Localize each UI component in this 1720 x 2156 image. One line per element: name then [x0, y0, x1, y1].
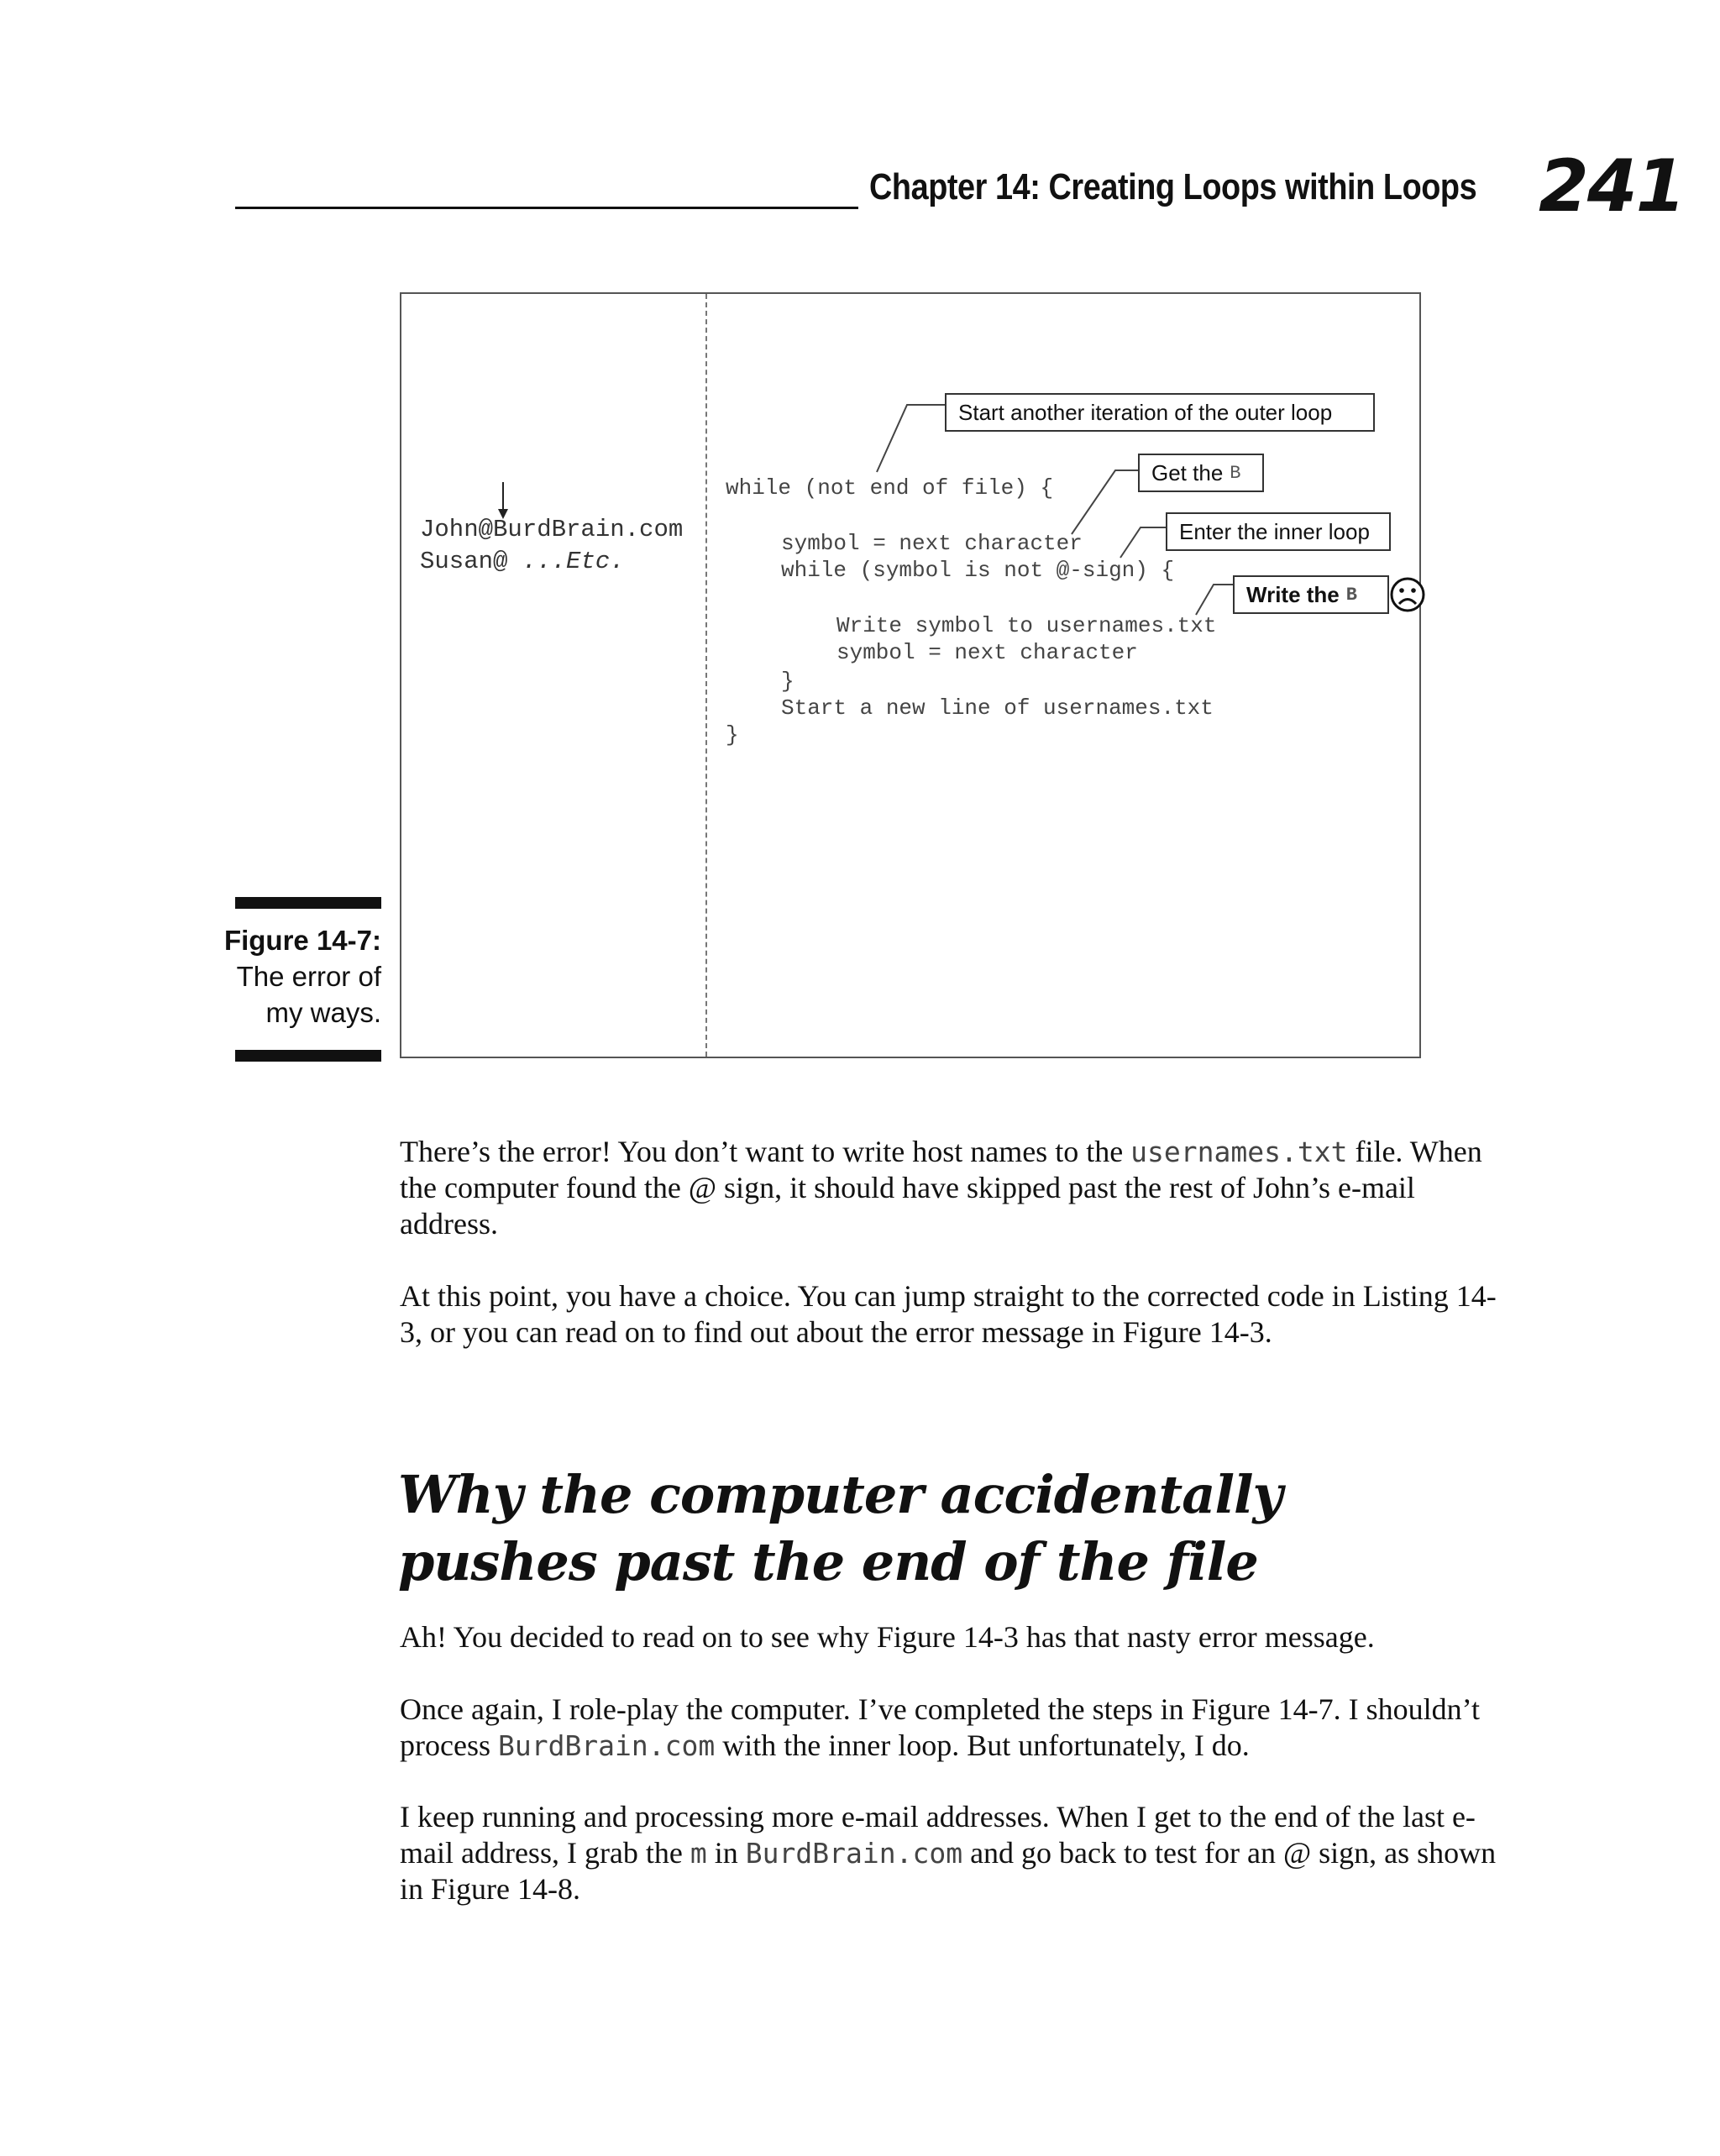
file-data-line [420, 548, 625, 575]
paragraph-text: I keep running and processing more e-mail addresses. When I get to the end of the last e-mail address, I grab the [400, 1800, 1476, 1870]
page-number: 241 [1539, 144, 1685, 228]
paragraph-text: file. When the computer found the @ sign, it should have skipped past the rest of John’s e-mail address. [400, 1135, 1482, 1241]
header-rule [235, 207, 858, 209]
code-line: while (symbol is not @-sign) { [781, 558, 1175, 583]
paragraph: Ah! You decided to read on to see why Figure 14-3 has that nasty error message. [400, 1620, 1375, 1654]
inline-code: m [690, 1837, 707, 1870]
paragraph-text: Once again, I role-play the computer. I’ve completed the steps in Figure 14-7. I shouldn’t process [400, 1692, 1480, 1762]
callout-outer-loop-text: Start another iteration of the outer loop [958, 399, 1333, 425]
paragraph-text: and go back to test for an @ sign, as shown in Figure 14-8. [400, 1836, 1497, 1906]
code-line: } [726, 722, 739, 748]
paragraph-text: There’s the error! You don’t want to write host names to the [400, 1135, 1131, 1168]
inline-code: usernames.txt [1130, 1136, 1348, 1168]
callout-write-the-text: Write the [1246, 581, 1340, 607]
code-line: } [781, 669, 794, 694]
paragraph-text: with the inner loop. But unfortunately, I do. [715, 1728, 1250, 1762]
inline-code: BurdBrain.com [745, 1837, 963, 1870]
file-data-line: John@BurdBrain.com [420, 516, 684, 543]
caption-label: Figure 14-7: [223, 925, 381, 956]
paragraph [400, 1692, 1517, 1764]
code-line: Start a new line of usernames.txt [781, 695, 1214, 721]
callout-get-the-text: Get the [1151, 459, 1224, 485]
frowning-face-icon [1389, 576, 1426, 613]
paragraph: At this point, you have a choice. You can jump straight to the corrected code in Listing 14-3, or you can read on to find out about the error message in Figure 14-3. [400, 1279, 1497, 1349]
callout-write-the-b [1233, 575, 1389, 614]
paragraph-text: in [706, 1836, 746, 1870]
caption-bar-bottom [235, 1050, 381, 1062]
file-data-etc: ...Etc. [522, 548, 625, 575]
paragraph [400, 1134, 1517, 1242]
caption-text: The error of my ways. [236, 961, 381, 1028]
code-line: Write symbol to usernames.txt [836, 613, 1217, 638]
callout-enter-inner-loop [1166, 512, 1391, 551]
file-data-text: Susan@ [420, 548, 522, 575]
code-line: symbol = next character [836, 640, 1138, 665]
paragraph [400, 1799, 1517, 1907]
inline-code: BurdBrain.com [497, 1729, 716, 1762]
code-line: symbol = next character [781, 531, 1083, 556]
callout-get-the-b [1138, 454, 1264, 492]
code-line: while (not end of file) { [726, 475, 1054, 501]
callout-letter: B [1230, 462, 1241, 484]
figure-divider [705, 294, 707, 1057]
chapter-title: Chapter 14: Creating Loops within Loops [869, 166, 1477, 207]
figure-caption [202, 922, 381, 1031]
callout-enter-inner-text: Enter the inner loop [1179, 518, 1370, 544]
caption-bar-top [235, 897, 381, 909]
callout-outer-loop [945, 393, 1375, 432]
callout-letter: B [1345, 584, 1357, 606]
section-heading: Why the computer accidentally pushes past the end of the file [398, 1464, 1282, 1592]
